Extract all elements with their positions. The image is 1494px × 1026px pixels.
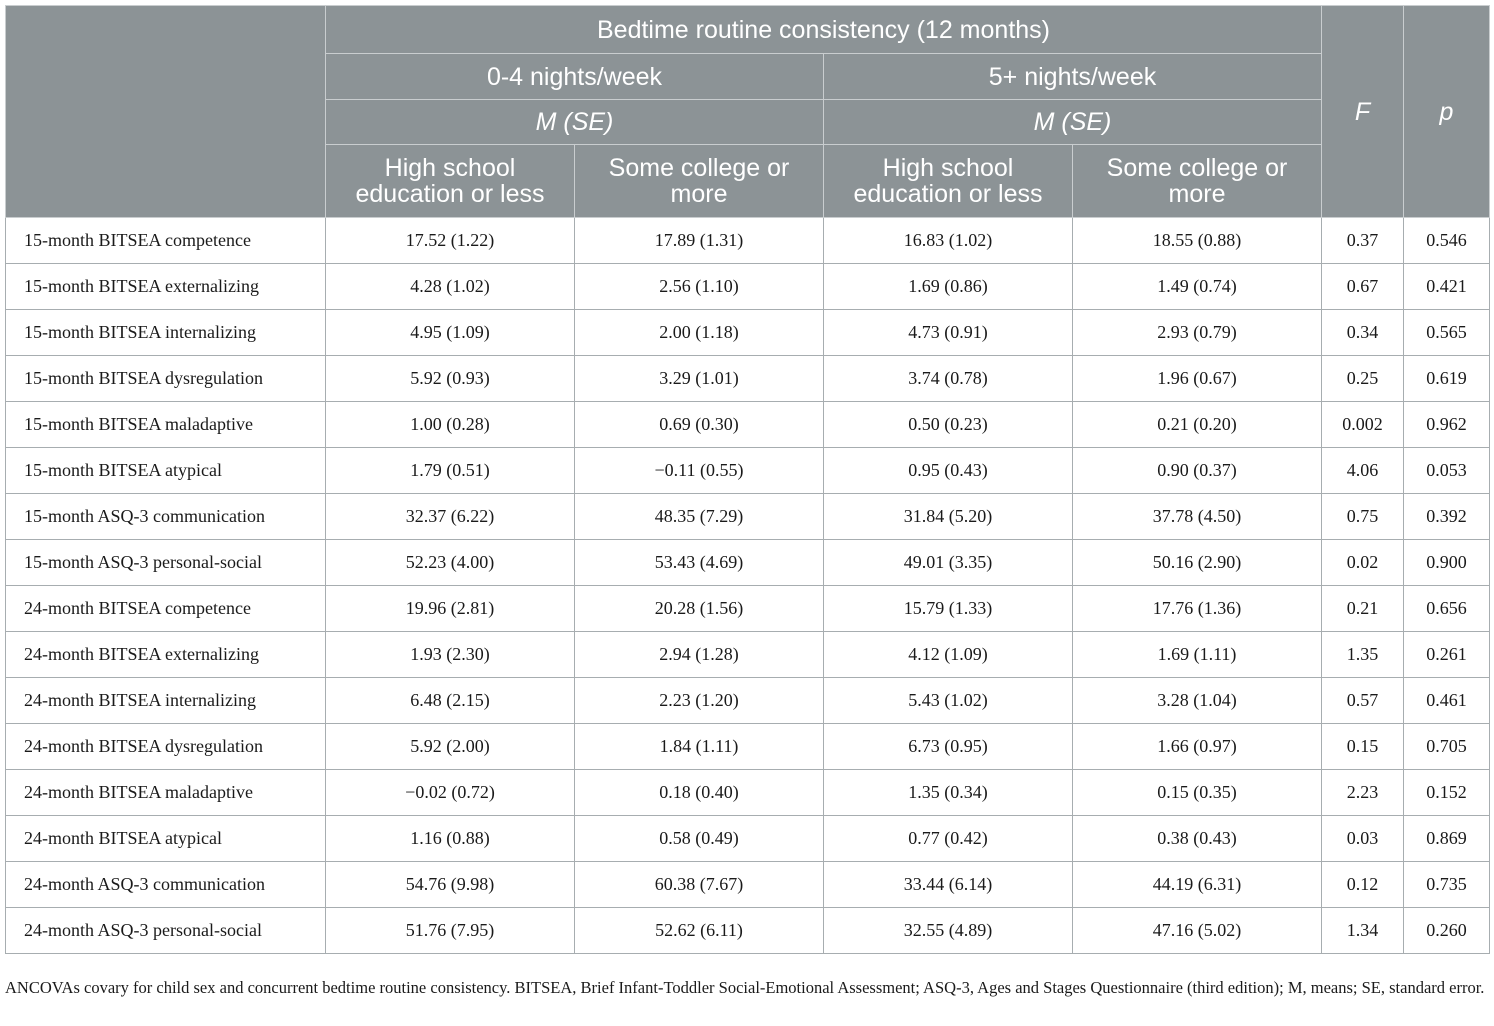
cell-hs-0-4: 51.76 (7.95) bbox=[326, 908, 575, 954]
table-row bbox=[6, 816, 1490, 862]
cell-f-value: 0.75 bbox=[1322, 494, 1404, 540]
cell-f-value: 2.23 bbox=[1322, 770, 1404, 816]
cell-f-value: 0.25 bbox=[1322, 356, 1404, 402]
cell-hs-0-4: 54.76 (9.98) bbox=[326, 862, 575, 908]
header-some-college-1: Some college or more bbox=[575, 145, 824, 218]
cell-f-value: 0.37 bbox=[1322, 218, 1404, 264]
cell-college-0-4: 52.62 (6.11) bbox=[575, 908, 824, 954]
cell-f-value: 1.35 bbox=[1322, 632, 1404, 678]
cell-hs-5plus: 0.50 (0.23) bbox=[824, 402, 1073, 448]
cell-p-value: 0.869 bbox=[1404, 816, 1490, 862]
cell-hs-5plus: 4.12 (1.09) bbox=[824, 632, 1073, 678]
cell-college-5plus: 1.69 (1.11) bbox=[1073, 632, 1322, 678]
row-label: 15-month BITSEA externalizing bbox=[6, 264, 326, 310]
cell-college-5plus: 0.38 (0.43) bbox=[1073, 816, 1322, 862]
cell-college-0-4: 2.56 (1.10) bbox=[575, 264, 824, 310]
cell-hs-0-4: 5.92 (0.93) bbox=[326, 356, 575, 402]
table-body bbox=[6, 218, 1490, 954]
cell-college-0-4: 20.28 (1.56) bbox=[575, 586, 824, 632]
cell-hs-0-4: 19.96 (2.81) bbox=[326, 586, 575, 632]
cell-college-5plus: 17.76 (1.36) bbox=[1073, 586, 1322, 632]
cell-f-value: 0.57 bbox=[1322, 678, 1404, 724]
cell-f-value: 0.02 bbox=[1322, 540, 1404, 586]
header-f: F bbox=[1322, 6, 1404, 218]
cell-hs-0-4: 1.93 (2.30) bbox=[326, 632, 575, 678]
cell-hs-5plus: 1.35 (0.34) bbox=[824, 770, 1073, 816]
header-some-college-2: Some college or more bbox=[1073, 145, 1322, 218]
cell-college-0-4: 17.89 (1.31) bbox=[575, 218, 824, 264]
cell-college-0-4: 0.69 (0.30) bbox=[575, 402, 824, 448]
cell-f-value: 0.21 bbox=[1322, 586, 1404, 632]
table-header bbox=[6, 6, 1490, 218]
cell-hs-5plus: 15.79 (1.33) bbox=[824, 586, 1073, 632]
table-row bbox=[6, 724, 1490, 770]
cell-college-5plus: 3.28 (1.04) bbox=[1073, 678, 1322, 724]
cell-f-value: 0.15 bbox=[1322, 724, 1404, 770]
cell-p-value: 0.705 bbox=[1404, 724, 1490, 770]
header-group-5-plus-nights: 5+ nights/week bbox=[824, 54, 1322, 100]
cell-college-0-4: 0.18 (0.40) bbox=[575, 770, 824, 816]
cell-hs-0-4: 4.95 (1.09) bbox=[326, 310, 575, 356]
cell-college-5plus: 50.16 (2.90) bbox=[1073, 540, 1322, 586]
cell-p-value: 0.962 bbox=[1404, 402, 1490, 448]
cell-hs-0-4: 1.00 (0.28) bbox=[326, 402, 575, 448]
cell-p-value: 0.261 bbox=[1404, 632, 1490, 678]
cell-f-value: 1.34 bbox=[1322, 908, 1404, 954]
cell-f-value: 0.67 bbox=[1322, 264, 1404, 310]
row-label: 24-month BITSEA externalizing bbox=[6, 632, 326, 678]
cell-hs-0-4: 6.48 (2.15) bbox=[326, 678, 575, 724]
cell-hs-0-4: −0.02 (0.72) bbox=[326, 770, 575, 816]
cell-hs-0-4: 1.16 (0.88) bbox=[326, 816, 575, 862]
table-row bbox=[6, 448, 1490, 494]
cell-college-5plus: 47.16 (5.02) bbox=[1073, 908, 1322, 954]
cell-p-value: 0.053 bbox=[1404, 448, 1490, 494]
cell-college-5plus: 37.78 (4.50) bbox=[1073, 494, 1322, 540]
cell-p-value: 0.260 bbox=[1404, 908, 1490, 954]
cell-college-0-4: −0.11 (0.55) bbox=[575, 448, 824, 494]
cell-college-5plus: 44.19 (6.31) bbox=[1073, 862, 1322, 908]
cell-hs-5plus: 16.83 (1.02) bbox=[824, 218, 1073, 264]
cell-college-0-4: 60.38 (7.67) bbox=[575, 862, 824, 908]
table-row bbox=[6, 540, 1490, 586]
table-row bbox=[6, 770, 1490, 816]
cell-hs-5plus: 0.77 (0.42) bbox=[824, 816, 1073, 862]
cell-f-value: 0.12 bbox=[1322, 862, 1404, 908]
cell-hs-5plus: 0.95 (0.43) bbox=[824, 448, 1073, 494]
cell-p-value: 0.421 bbox=[1404, 264, 1490, 310]
table-row bbox=[6, 586, 1490, 632]
header-high-school-1: High school education or less bbox=[326, 145, 575, 218]
table-row bbox=[6, 356, 1490, 402]
row-label: 15-month ASQ-3 communication bbox=[6, 494, 326, 540]
cell-p-value: 0.152 bbox=[1404, 770, 1490, 816]
cell-hs-5plus: 5.43 (1.02) bbox=[824, 678, 1073, 724]
cell-college-5plus: 2.93 (0.79) bbox=[1073, 310, 1322, 356]
results-table bbox=[5, 5, 1490, 954]
cell-p-value: 0.546 bbox=[1404, 218, 1490, 264]
cell-f-value: 0.03 bbox=[1322, 816, 1404, 862]
row-label: 24-month BITSEA dysregulation bbox=[6, 724, 326, 770]
cell-p-value: 0.565 bbox=[1404, 310, 1490, 356]
table-row bbox=[6, 908, 1490, 954]
cell-college-0-4: 2.94 (1.28) bbox=[575, 632, 824, 678]
table-container bbox=[5, 5, 1489, 954]
row-label: 15-month BITSEA competence bbox=[6, 218, 326, 264]
cell-hs-5plus: 3.74 (0.78) bbox=[824, 356, 1073, 402]
cell-hs-5plus: 31.84 (5.20) bbox=[824, 494, 1073, 540]
cell-college-0-4: 0.58 (0.49) bbox=[575, 816, 824, 862]
row-label: 24-month BITSEA atypical bbox=[6, 816, 326, 862]
cell-p-value: 0.461 bbox=[1404, 678, 1490, 724]
cell-p-value: 0.656 bbox=[1404, 586, 1490, 632]
cell-college-5plus: 0.90 (0.37) bbox=[1073, 448, 1322, 494]
cell-college-0-4: 2.00 (1.18) bbox=[575, 310, 824, 356]
cell-hs-0-4: 17.52 (1.22) bbox=[326, 218, 575, 264]
cell-college-5plus: 1.96 (0.67) bbox=[1073, 356, 1322, 402]
cell-f-value: 0.34 bbox=[1322, 310, 1404, 356]
table-row bbox=[6, 632, 1490, 678]
cell-p-value: 0.900 bbox=[1404, 540, 1490, 586]
header-corner bbox=[6, 6, 326, 218]
cell-college-5plus: 0.15 (0.35) bbox=[1073, 770, 1322, 816]
cell-college-5plus: 0.21 (0.20) bbox=[1073, 402, 1322, 448]
cell-hs-0-4: 32.37 (6.22) bbox=[326, 494, 575, 540]
table-row bbox=[6, 264, 1490, 310]
table-row bbox=[6, 862, 1490, 908]
cell-college-0-4: 3.29 (1.01) bbox=[575, 356, 824, 402]
table-footnote: ANCOVAs covary for child sex and concurrent bedtime routine consistency. BITSEA, Brief Infant-Toddler Social-Emotional Assessment; ASQ-3, Ages and Stages Questionnaire (third edition); M, means; SE, standard error. bbox=[5, 978, 1485, 997]
table-row bbox=[6, 678, 1490, 724]
row-label: 15-month BITSEA dysregulation bbox=[6, 356, 326, 402]
cell-college-5plus: 1.49 (0.74) bbox=[1073, 264, 1322, 310]
cell-college-5plus: 1.66 (0.97) bbox=[1073, 724, 1322, 770]
table-row bbox=[6, 310, 1490, 356]
cell-f-value: 0.002 bbox=[1322, 402, 1404, 448]
cell-p-value: 0.392 bbox=[1404, 494, 1490, 540]
cell-college-0-4: 48.35 (7.29) bbox=[575, 494, 824, 540]
table-row bbox=[6, 402, 1490, 448]
cell-college-0-4: 2.23 (1.20) bbox=[575, 678, 824, 724]
header-p: p bbox=[1404, 6, 1490, 218]
header-high-school-2: High school education or less bbox=[824, 145, 1073, 218]
cell-hs-5plus: 32.55 (4.89) bbox=[824, 908, 1073, 954]
row-label: 24-month BITSEA internalizing bbox=[6, 678, 326, 724]
cell-hs-5plus: 4.73 (0.91) bbox=[824, 310, 1073, 356]
row-label: 15-month BITSEA internalizing bbox=[6, 310, 326, 356]
table-row bbox=[6, 218, 1490, 264]
row-label: 24-month ASQ-3 personal-social bbox=[6, 908, 326, 954]
cell-p-value: 0.619 bbox=[1404, 356, 1490, 402]
cell-hs-5plus: 6.73 (0.95) bbox=[824, 724, 1073, 770]
cell-college-0-4: 53.43 (4.69) bbox=[575, 540, 824, 586]
header-stat-m-se-1: M (SE) bbox=[326, 100, 824, 145]
header-bedtime-consistency: Bedtime routine consistency (12 months) bbox=[326, 6, 1322, 54]
header-group-0-4-nights: 0-4 nights/week bbox=[326, 54, 824, 100]
row-label: 24-month BITSEA maladaptive bbox=[6, 770, 326, 816]
row-label: 15-month BITSEA maladaptive bbox=[6, 402, 326, 448]
cell-p-value: 0.735 bbox=[1404, 862, 1490, 908]
row-label: 15-month BITSEA atypical bbox=[6, 448, 326, 494]
cell-f-value: 4.06 bbox=[1322, 448, 1404, 494]
cell-hs-0-4: 4.28 (1.02) bbox=[326, 264, 575, 310]
cell-hs-0-4: 52.23 (4.00) bbox=[326, 540, 575, 586]
cell-hs-5plus: 33.44 (6.14) bbox=[824, 862, 1073, 908]
cell-hs-0-4: 1.79 (0.51) bbox=[326, 448, 575, 494]
cell-hs-5plus: 49.01 (3.35) bbox=[824, 540, 1073, 586]
row-label: 24-month ASQ-3 communication bbox=[6, 862, 326, 908]
row-label: 24-month BITSEA competence bbox=[6, 586, 326, 632]
row-label: 15-month ASQ-3 personal-social bbox=[6, 540, 326, 586]
cell-college-5plus: 18.55 (0.88) bbox=[1073, 218, 1322, 264]
cell-hs-0-4: 5.92 (2.00) bbox=[326, 724, 575, 770]
cell-college-0-4: 1.84 (1.11) bbox=[575, 724, 824, 770]
cell-hs-5plus: 1.69 (0.86) bbox=[824, 264, 1073, 310]
table-row bbox=[6, 494, 1490, 540]
header-stat-m-se-2: M (SE) bbox=[824, 100, 1322, 145]
